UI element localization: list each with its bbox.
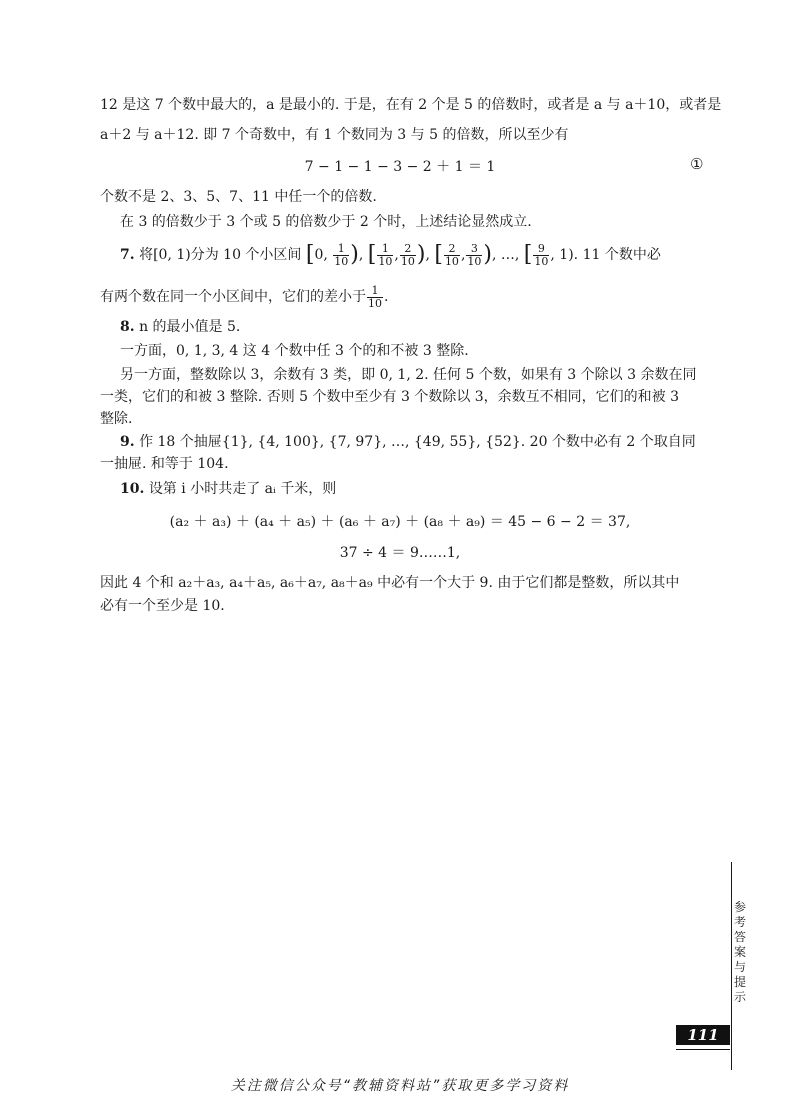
page-number: 111 <box>676 1025 730 1045</box>
text-segment: 作 18 个抽屉{1}, {4, 100}, {7, 97}, …, {49, 55}, {52}. 20 个数中必有 2 个取自同 <box>139 434 696 450</box>
equation-3: 37 ÷ 4 ＝ 9……1, <box>339 545 461 561</box>
text-line: 一方面，0, 1, 3, 4 这 4 个数中任 3 个的和不被 3 整除. <box>120 343 469 359</box>
page-number-rule <box>676 1049 730 1050</box>
text-line: 一抽屉. 和等于 104. <box>100 456 229 472</box>
footer-note: 关注微信公众号“教辅资料站”获取更多学习资料 <box>230 1078 570 1094</box>
text-line: a＋2 与 a＋12. 即 7 个奇数中，有 1 个数同为 3 与 5 的倍数，所以至少有 <box>100 127 569 143</box>
text-line: 一类，它们的和被 3 整除. 否则 5 个数中至少有 3 个数除以 3，余数互不相同，它们的和被 3 <box>100 389 680 405</box>
text-segment: 将[0, 1)分为 10 个小区间 <box>139 247 302 263</box>
item-number: 9. <box>120 434 135 450</box>
item-number: 7. <box>120 247 135 263</box>
section-label: 参考答案与提示 <box>733 900 746 1004</box>
answer-10 <box>120 478 740 500</box>
interval-start: 0, <box>314 247 328 263</box>
fraction-2-10: $\frac{2}{10}$ <box>400 241 415 268</box>
fraction-1-10: $\frac{1}{10}$ <box>368 283 382 310</box>
fraction-1-10: $\frac{1}{10}$ <box>378 241 393 268</box>
fraction-9-10: $\frac{9}{10}$ <box>534 241 549 268</box>
text-segment: n 的最小值是 5. <box>139 319 241 335</box>
sidebar-rule <box>731 862 732 1070</box>
text-line: 整除. <box>100 411 133 427</box>
item-number: 10. <box>120 481 145 497</box>
fraction-1-10: $\frac{1}{10}$ <box>334 241 349 268</box>
text-segment: 设第 i 小时共走了 aᵢ 千米，则 <box>148 481 337 497</box>
answer-8 <box>120 316 740 338</box>
text-line: 因此 4 个和 a₂＋a₃, a₄＋a₅, a₆＋a₇, a₈＋a₉ 中必有一个大于 9. 由于它们都是整数，所以其中 <box>100 575 680 591</box>
fraction-3-10: $\frac{3}{10}$ <box>467 241 482 268</box>
text-line: 另一方面，整数除以 3，余数有 3 类，即 0, 1, 2. 任何 5 个数，如果有 3 个除以 3 余数在同 <box>120 367 697 383</box>
answer-9 <box>120 431 740 453</box>
item-number: 8. <box>120 319 135 335</box>
answer-7: 7. 将[0, 1)分为 10 个小区间 [0, $\frac{1}{10}$ ), [ $\frac{1}{10}$ , $\frac{2}{10}$ ), [ $\frac{2}{10}$ , $\frac{3}{10}$ ), …, [ $\frac{9}{10}$ , 1). 11 个数中必 <box>120 241 661 268</box>
text-line: 12 是这 7 个数中最大的，a 是最小的. 于是，在有 2 个是 5 的倍数时，或者是 a 与 a＋10，或者是 <box>100 97 722 113</box>
text-line: 有两个数在同一个小区间中，它们的差小于 $\frac{1}{10}$ . <box>100 283 389 310</box>
equation-1: 7 − 1 − 1 − 3 − 2 ＋ 1 ＝ 1 <box>304 159 496 175</box>
equation-marker: ① <box>690 155 704 173</box>
text-segment: . 11 个数中必 <box>573 247 661 263</box>
fraction-2-10: $\frac{2}{10}$ <box>444 241 459 268</box>
text-line: 在 3 的倍数少于 3 个或 5 的倍数少于 2 个时，上述结论显然成立. <box>120 214 532 230</box>
text-line: 个数不是 2、3、5、7、11 中任一个的倍数. <box>100 189 377 205</box>
text-line: 必有一个至少是 10. <box>100 598 225 614</box>
equation-2: (a₂ ＋ a₃) ＋ (a₄ ＋ a₅) ＋ (a₆ ＋ a₇) ＋ (a₈ ＋ a₉) ＝ 45 − 6 − 2 ＝ 37, <box>169 514 631 530</box>
